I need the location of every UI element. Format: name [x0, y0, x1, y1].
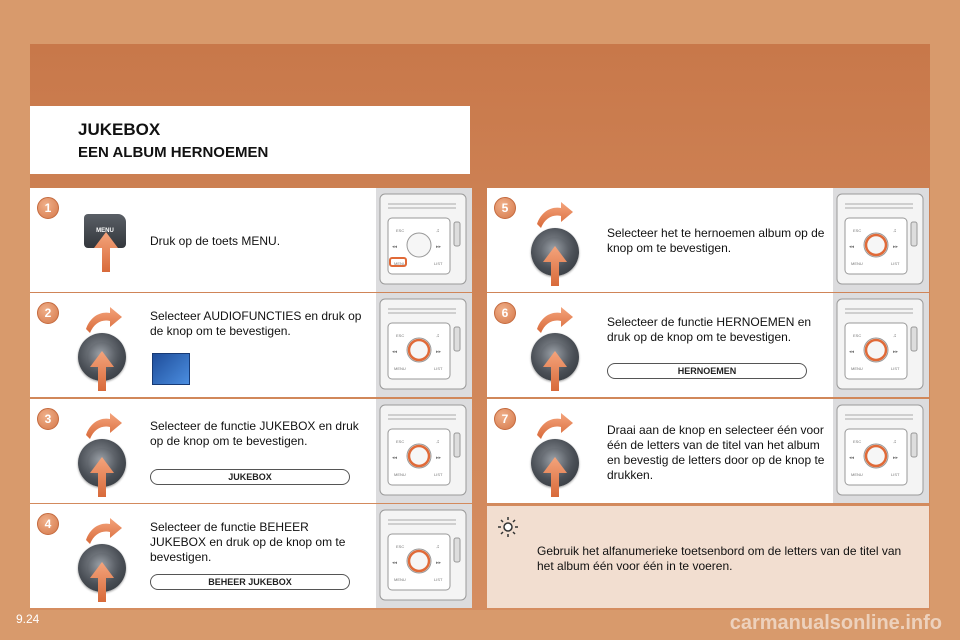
- step-6-panel: [487, 293, 929, 397]
- step-number: 7: [494, 408, 516, 430]
- menu-option-pill: JUKEBOX: [150, 469, 350, 485]
- rotate-arrow-icon: [537, 413, 575, 441]
- step-3-panel: [30, 399, 472, 503]
- step-4-panel: [30, 504, 472, 608]
- press-arrow-icon: [90, 457, 114, 497]
- step-2-text: Selecteer AUDIOFUNCTIES en druk op de knop om te bevestigen.: [150, 309, 362, 338]
- rotate-arrow-icon: [537, 202, 575, 230]
- step-number: 2: [37, 302, 59, 324]
- watermark: carmanualsonline.info: [729, 612, 942, 634]
- title-box: [30, 106, 470, 174]
- menu-option-pill: BEHEER JUKEBOX: [150, 574, 350, 590]
- press-arrow-icon: [543, 351, 567, 391]
- step-1-panel: [30, 188, 472, 292]
- step-number: 4: [37, 513, 59, 535]
- page-number: 9.24: [16, 612, 40, 626]
- step-7-text: Draai aan de knop en selecteer één voor één de letters van de titel van het album en bevestig de letters door op de knop te drukken.: [607, 423, 825, 482]
- tip-text: Gebruik het alfanumerieke toetsenbord om de letters van de titel van het album één voor één in te voeren.: [537, 544, 902, 573]
- menu-key-label: MENU: [96, 228, 114, 234]
- rotate-arrow-icon: [537, 307, 575, 335]
- radio-device-icon: [376, 504, 472, 608]
- page-title: JUKEBOX: [78, 120, 161, 139]
- radio-device-icon: [833, 293, 929, 397]
- step-2-panel: [30, 293, 472, 397]
- step-7-panel: [487, 399, 929, 503]
- radio-device-icon: [376, 188, 472, 292]
- rotate-arrow-icon: [86, 518, 124, 546]
- step-number: 3: [37, 408, 59, 430]
- step-3-text: Selecteer de functie JUKEBOX en druk op de knop om te bevestigen.: [150, 419, 359, 448]
- press-arrow-icon: [543, 457, 567, 497]
- sun-icon: [497, 516, 519, 538]
- page-subtitle: EEN ALBUM HERNOEMEN: [78, 144, 269, 161]
- press-arrow-icon: [90, 562, 114, 602]
- audio-functions-icon: [152, 353, 190, 385]
- step-5-text: Selecteer het te hernoemen album op de knop om te bevestigen.: [607, 226, 825, 255]
- step-4-text: Selecteer de functie BEHEER JUKEBOX en druk op de knop om te bevestigen.: [150, 520, 346, 564]
- step-5-panel: [487, 188, 929, 292]
- rotate-arrow-icon: [86, 307, 124, 335]
- step-number: 1: [37, 197, 59, 219]
- press-arrow-icon: [90, 351, 114, 391]
- radio-device-icon: [833, 399, 929, 503]
- radio-device-icon: [833, 188, 929, 292]
- step-6-text: Selecteer de functie HERNOEMEN en druk op de knop om te bevestigen.: [607, 315, 812, 344]
- press-arrow-icon: [543, 246, 567, 286]
- radio-device-icon: [376, 293, 472, 397]
- menu-option-pill: HERNOEMEN: [607, 363, 807, 379]
- press-arrow-icon: [94, 232, 118, 272]
- step-1-text: Druk op de toets MENU.: [150, 234, 281, 248]
- step-number: 6: [494, 302, 516, 324]
- radio-device-icon: [376, 399, 472, 503]
- step-number: 5: [494, 197, 516, 219]
- rotate-arrow-icon: [86, 413, 124, 441]
- tip-panel: [487, 506, 929, 608]
